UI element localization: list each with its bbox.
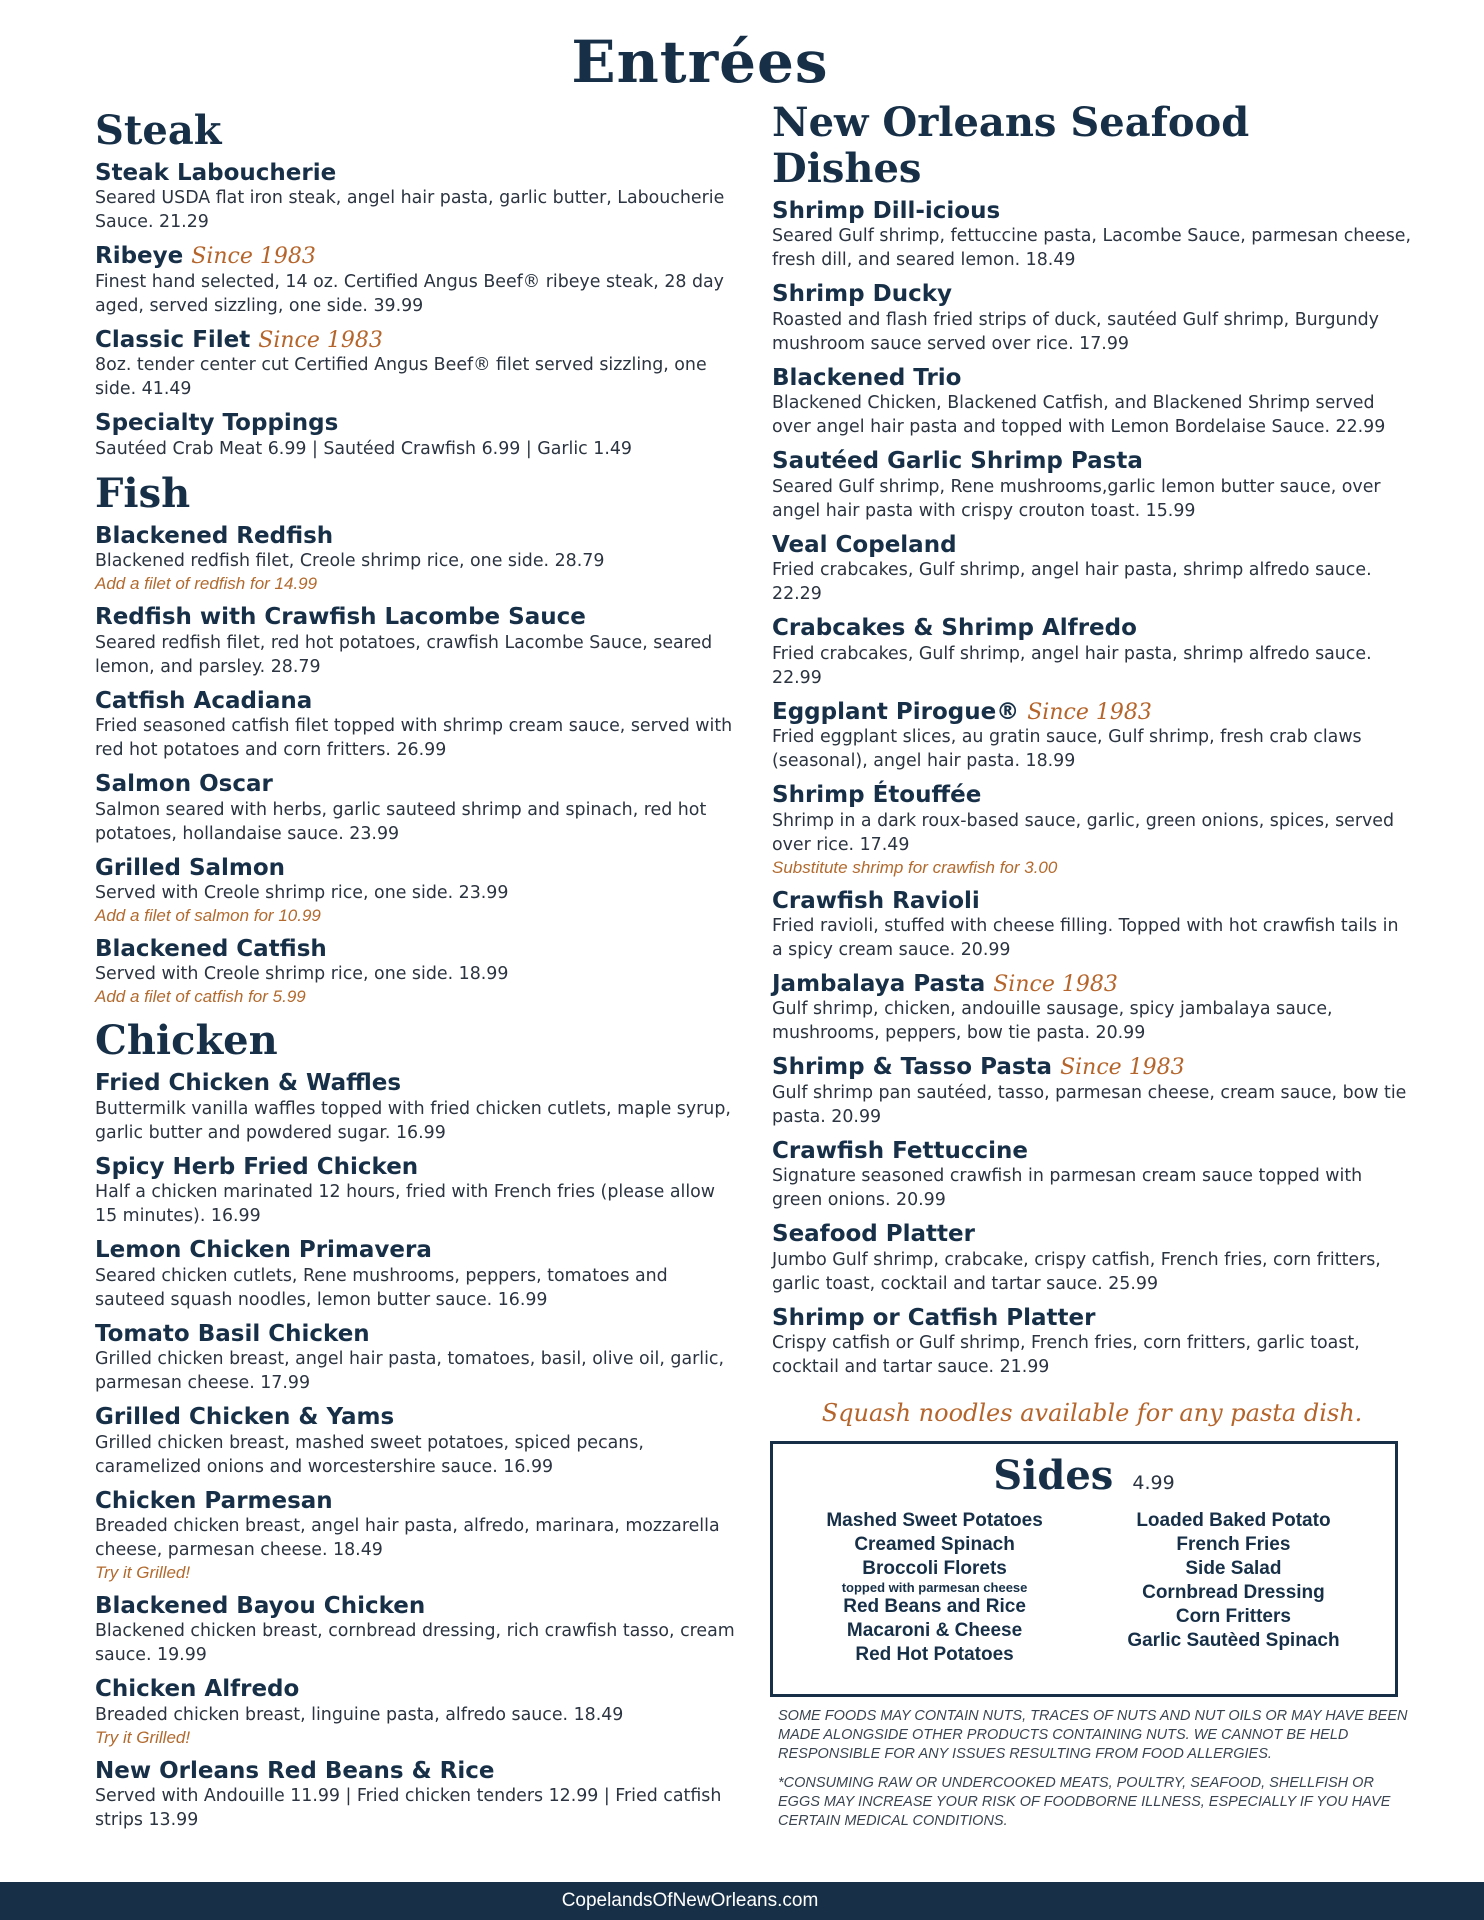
side-item-red-beans-and-rice: Red Beans and Rice — [843, 1596, 1026, 1618]
menu-item-name-row — [95, 855, 735, 881]
sides-right-column — [1090, 1509, 1377, 1667]
menu-item-name-row — [772, 365, 1412, 391]
menu-item-name: Crawfish Ravioli — [772, 887, 980, 914]
menu-item-blackened-trio — [772, 365, 1412, 439]
menu-item-name: Blackened Catfish — [95, 935, 327, 962]
menu-item-name: Shrimp Ducky — [772, 281, 952, 308]
menu-item-description: Gulf shrimp, chicken, andouille sausage, spicy jambalaya sauce, mushrooms, peppers, bow tie pasta. 20.99 — [772, 999, 1333, 1044]
since-1983-badge: Since 1983 — [258, 327, 383, 353]
menu-item-description: Fried crabcakes, Gulf shrimp, angel hair pasta, shrimp alfredo sauce. 22.99 — [772, 643, 1372, 688]
menu-item-description: Signature seasoned crawfish in parmesan cream sauce topped with green onions. 20.99 — [772, 1166, 1363, 1211]
menu-item-description: Half a chicken marinated 12 hours, fried with French fries (please allow 15 minutes). 16.99 — [95, 1182, 716, 1227]
menu-item-name: New Orleans Red Beans & Rice — [95, 1757, 495, 1784]
menu-item-description: Blackened Chicken, Blackened Catfish, and Blackened Shrimp served over angel hair pasta and topped with Lemon Bordelaise Sauce. 22.99 — [772, 393, 1386, 438]
menu-item-description: Fried eggplant slices, au gratin sauce, Gulf shrimp, fresh crab claws (seasonal), angel hair pasta. 18.99 — [772, 727, 1362, 772]
menu-item-name: Lemon Chicken Primavera — [95, 1237, 432, 1264]
menu-item-name: Specialty Toppings — [95, 410, 339, 437]
menu-item-name: Blackened Bayou Chicken — [95, 1593, 426, 1619]
seafood-items — [772, 198, 1412, 1379]
side-item-french-fries: French Fries — [1176, 1534, 1291, 1556]
menu-item-name: Spicy Herb Fried Chicken — [95, 1153, 419, 1180]
menu-item-name-row — [95, 1758, 735, 1784]
menu-item-shrimp-touff-e — [772, 782, 1412, 878]
menu-item-description: Blackened chicken breast, cornbread dressing, rich crawfish tasso, cream sauce. 19.99 — [95, 1621, 735, 1666]
menu-item-name-row — [95, 243, 735, 269]
sides-header — [791, 1452, 1377, 1499]
menu-item-lemon-chicken-primavera — [95, 1237, 735, 1311]
menu-item-description: Fried ravioli, stuffed with cheese filling. Topped with hot crawfish tails in a spicy cream sauce. 20.99 — [772, 915, 1399, 960]
menu-item-name-row — [95, 936, 735, 962]
menu-item-description: Seared USDA flat iron steak, angel hair pasta, garlic butter, Laboucherie Sauce. 21.29 — [95, 188, 725, 233]
menu-item-name-row — [95, 688, 735, 714]
menu-item-name-row — [772, 198, 1412, 224]
menu-item-name: Shrimp & Tasso Pasta — [772, 1054, 1053, 1081]
menu-item-blackened-catfish — [95, 936, 735, 1008]
menu-item-name-row — [95, 1321, 735, 1347]
menu-item-name: Sautéed Garlic Shrimp Pasta — [772, 448, 1143, 475]
menu-item-new-orleans-red-beans-rice — [95, 1758, 735, 1832]
menu-item-specialty-toppings — [95, 410, 735, 460]
right-column — [772, 100, 1412, 1831]
since-1983-badge: Since 1983 — [993, 971, 1118, 997]
menu-item-name-row — [95, 327, 735, 353]
menu-item-name-row — [95, 1404, 735, 1430]
since-1983-badge: Since 1983 — [1027, 699, 1152, 725]
menu-item-eggplant-pirogue — [772, 699, 1412, 773]
menu-item-name-row — [772, 782, 1412, 808]
allergy-disclaimer: SOME FOODS MAY CONTAIN NUTS, TRACES OF NUTS AND NUT OILS OR MAY HAVE BEEN MADE ALONGSIDE OTHER PRODUCTS CONTAINING NUTS. WE CANNOT BE HELD RESPONSIBLE FOR ANY ISSUES RESULTING FROM FOOD ALLERGIES. — [778, 1708, 1408, 1763]
menu-item-name-row — [95, 1070, 735, 1096]
side-item-creamed-spinach: Creamed Spinach — [854, 1534, 1015, 1556]
menu-item-name: Crawfish Fettuccine — [772, 1137, 1028, 1164]
menu-item-name: Shrimp Étouffée — [772, 782, 982, 809]
menu-item-name: Shrimp or Catfish Platter — [772, 1304, 1096, 1331]
menu-item-name-row — [95, 410, 735, 436]
menu-item-name-row — [772, 532, 1412, 558]
menu-item-name-row — [772, 699, 1412, 725]
menu-item-name: Seafood Platter — [772, 1221, 975, 1248]
menu-item-name-row — [772, 1138, 1412, 1164]
menu-item-description: Gulf shrimp pan sautéed, tasso, parmesan cheese, cream sauce, bow tie pasta. 20.99 — [772, 1082, 1407, 1127]
side-item-loaded-baked-potato: Loaded Baked Potato — [1136, 1510, 1331, 1532]
menu-item-note: Add a filet of redfish for 14.99 — [95, 574, 318, 594]
menu-item-ribeye — [95, 243, 735, 317]
menu-item-shrimp-tasso-pasta — [772, 1054, 1412, 1128]
since-1983-badge: Since 1983 — [191, 244, 316, 270]
menu-item-description: Grilled chicken breast, mashed sweet potatoes, spiced pecans, caramelized onions and worcestershire sauce. 16.99 — [95, 1432, 644, 1477]
squash-noodles-note: Squash noodles available for any pasta dish. — [821, 1399, 1363, 1428]
menu-item-name-row — [772, 448, 1412, 474]
menu-item-shrimp-ducky — [772, 281, 1412, 355]
menu-item-name: Classic Filet — [95, 326, 251, 353]
sides-left-column — [791, 1509, 1078, 1667]
menu-item-name-row — [772, 1305, 1412, 1331]
menu-item-description: Served with Creole shrimp rice, one side. 18.99 — [95, 964, 509, 985]
menu-item-description: Roasted and flash fried strips of duck, sautéed Gulf shrimp, Burgundy mushroom sauce served over rice. 17.99 — [772, 309, 1379, 354]
menu-item-grilled-chicken-yams — [95, 1404, 735, 1478]
side-item-subnote: topped with parmesan cheese — [841, 1580, 1028, 1596]
menu-item-description: Crispy catfish or Gulf shrimp, French fries, corn fritters, garlic toast, cocktail and tartar sauce. 21.99 — [772, 1333, 1360, 1378]
menu-item-chicken-parmesan — [95, 1488, 735, 1584]
menu-item-name-row — [772, 971, 1412, 997]
menu-item-note: Substitute shrimp for crawfish for 3.00 — [772, 857, 1058, 877]
sides-box — [770, 1441, 1398, 1697]
menu-item-name-row — [95, 1154, 735, 1180]
menu-item-description: Served with Creole shrimp rice, one side. 23.99 — [95, 882, 509, 903]
menu-item-note: Try it Grilled! — [95, 1727, 191, 1747]
menu-item-description: Breaded chicken breast, linguine pasta, alfredo sauce. 18.49 — [95, 1704, 624, 1725]
foodborne-disclaimer: *CONSUMING RAW OR UNDERCOOKED MEATS, POULTRY, SEAFOOD, SHELLFISH OR EGGS MAY INCREASE YOUR RISK OF FOODBORNE ILLNESS, ESPECIALLY IF YOU HAVE CERTAIN MEDICAL CONDITIONS. — [778, 1775, 1391, 1830]
menu-item-classic-filet — [95, 327, 735, 401]
side-item-broccoli-florets: Broccoli Florets — [862, 1558, 1007, 1580]
menu-item-name-row — [95, 160, 735, 186]
menu-item-name: Eggplant Pirogue® — [772, 698, 1020, 725]
menu-item-steak-laboucherie — [95, 160, 735, 234]
menu-item-description: Fried seasoned catfish filet topped with shrimp cream sauce, served with red hot potatoes and corn fritters. 26.99 — [95, 716, 733, 761]
menu-item-description: Grilled chicken breast, angel hair pasta, tomatoes, basil, olive oil, garlic, parmesan cheese. 17.99 — [95, 1349, 725, 1394]
menu-item-name-row — [772, 1221, 1412, 1247]
sides-columns — [791, 1509, 1377, 1667]
section-title-steak: Steak — [95, 107, 222, 154]
menu-item-description: Fried crabcakes, Gulf shrimp, angel hair pasta, shrimp alfredo sauce. 22.29 — [772, 560, 1372, 605]
menu-item-name: Crabcakes & Shrimp Alfredo — [772, 615, 1137, 642]
menu-item-name: Grilled Salmon — [95, 854, 286, 881]
side-item-side-salad: Side Salad — [1185, 1558, 1282, 1580]
menu-item-veal-copeland — [772, 532, 1412, 606]
menu-item-name-row — [772, 281, 1412, 307]
menu-item-description: Seared chicken cutlets, Rene mushrooms, peppers, tomatoes and sauteed squash noodles, lemon butter sauce. 16.99 — [95, 1265, 668, 1310]
menu-item-name-row — [95, 1488, 735, 1514]
menu-item-description: Sautéed Crab Meat 6.99 | Sautéed Crawfish 6.99 | Garlic 1.49 — [95, 438, 632, 459]
menu-item-name: Blackened Redfish — [95, 522, 334, 549]
menu-item-seafood-platter — [772, 1221, 1412, 1295]
menu-item-name: Catfish Acadiana — [95, 687, 313, 714]
menu-item-description: Jumbo Gulf shrimp, crabcake, crispy catfish, French fries, corn fritters, garlic toast, cocktail and tartar sauce. 25.99 — [772, 1249, 1381, 1294]
menu-item-note: Add a filet of catfish for 5.99 — [95, 987, 306, 1007]
menu-item-jambalaya-pasta — [772, 971, 1412, 1045]
menu-item-description: Buttermilk vanilla waffles topped with fried chicken cutlets, maple syrup, garlic butter and powdered sugar. 16.99 — [95, 1098, 731, 1143]
menu-item-name: Veal Copeland — [772, 531, 957, 558]
side-item-cornbread-dressing: Cornbread Dressing — [1142, 1582, 1325, 1604]
sides-price: 4.99 — [1132, 1472, 1175, 1495]
menu-item-description: Seared Gulf shrimp, Rene mushrooms,garlic lemon butter sauce, over angel hair pasta with crispy crouton toast. 15.99 — [772, 476, 1381, 521]
menu-item-name: Ribeye — [95, 243, 184, 270]
left-column — [95, 108, 735, 1841]
menu-item-description: Breaded chicken breast, angel hair pasta, alfredo, marinara, mozzarella cheese, parmesan cheese. 18.49 — [95, 1516, 720, 1560]
side-item-garlic-saut-ed-spinach: Garlic Sautèed Spinach — [1127, 1630, 1340, 1652]
menu-item-description: Seared redfish filet, red hot potatoes, crawfish Lacombe Sauce, seared lemon, and parsley. 28.79 — [95, 632, 713, 677]
menu-item-description: 8oz. tender center cut Certified Angus Beef® filet served sizzling, one side. 41.49 — [95, 355, 707, 400]
menu-item-name: Blackened Trio — [772, 364, 962, 391]
menu-item-name-row — [95, 771, 735, 797]
menu-item-shrimp-dill-icious — [772, 198, 1412, 272]
menu-item-note: Add a filet of salmon for 10.99 — [95, 905, 321, 925]
menu-item-name: Chicken Alfredo — [95, 1676, 300, 1703]
menu-item-grilled-salmon — [95, 855, 735, 927]
menu-item-name: Fried Chicken & Waffles — [95, 1070, 402, 1097]
menu-item-shrimp-or-catfish-platter — [772, 1305, 1412, 1379]
menu-item-blackened-bayou-chicken — [95, 1593, 735, 1667]
menu-item-description: Seared Gulf shrimp, fettuccine pasta, Lacombe Sauce, parmesan cheese, fresh dill, and seared lemon. 18.49 — [772, 226, 1411, 271]
menu-item-name: Jambalaya Pasta — [772, 970, 986, 997]
menu-item-crabcakes-shrimp-alfredo — [772, 615, 1412, 689]
menu-item-tomato-basil-chicken — [95, 1321, 735, 1395]
menu-item-spicy-herb-fried-chicken — [95, 1154, 735, 1228]
menu-item-redfish-with-crawfish-lacombe-sauce — [95, 604, 735, 678]
menu-item-description: Blackened redfish filet, Creole shrimp rice, one side. 28.79 — [95, 551, 605, 572]
footer-bar — [0, 1882, 1484, 1920]
menu-item-name-row — [95, 1237, 735, 1263]
menu-item-name-row — [95, 523, 735, 549]
menu-item-name-row — [772, 888, 1412, 914]
menu-item-name: Chicken Parmesan — [95, 1487, 333, 1514]
menu-item-note: Try it Grilled! — [95, 1563, 191, 1582]
footer-website-link[interactable]: CopelandsOfNewOrleans.com — [561, 1890, 819, 1911]
menu-item-name: Salmon Oscar — [95, 771, 273, 798]
side-item-mashed-sweet-potatoes: Mashed Sweet Potatoes — [826, 1510, 1043, 1532]
menu-item-fried-chicken-waffles — [95, 1070, 735, 1144]
menu-item-description: Shrimp in a dark roux-based sauce, garlic, green onions, spices, served over rice. 17.49 — [772, 810, 1395, 855]
menu-item-chicken-alfredo — [95, 1676, 735, 1748]
sides-title: Sides — [993, 1452, 1114, 1500]
side-item-corn-fritters: Corn Fritters — [1175, 1606, 1291, 1628]
menu-item-name-row — [772, 615, 1412, 641]
menu-item-name: Grilled Chicken & Yams — [95, 1404, 395, 1431]
section-title-seafood: New Orleans Seafood Dishes — [772, 99, 1250, 192]
menu-item-name: Shrimp Dill-icious — [772, 198, 1001, 224]
section-title-fish: Fish — [95, 469, 191, 517]
side-item-macaroni-cheese: Macaroni & Cheese — [846, 1620, 1023, 1642]
menu-item-salmon-oscar — [95, 771, 735, 845]
menu-item-name-row — [772, 1054, 1412, 1080]
menu-item-description: Finest hand selected, 14 oz. Certified Angus Beef® ribeye steak, 28 day aged, served sizzling, one side. 39.99 — [95, 271, 724, 316]
menu-item-blackened-redfish — [95, 523, 735, 595]
menu-item-name-row — [95, 1676, 735, 1702]
menu-item-description: Salmon seared with herbs, garlic sauteed shrimp and spinach, red hot potatoes, hollandaise sauce. 23.99 — [95, 799, 707, 844]
menu-item-crawfish-fettuccine — [772, 1138, 1412, 1212]
menu-item-description: Served with Andouille 11.99 | Fried chicken tenders 12.99 | Fried catfish strips 13.99 — [95, 1786, 722, 1831]
menu-item-name: Tomato Basil Chicken — [95, 1320, 370, 1347]
menu-item-crawfish-ravioli — [772, 888, 1412, 962]
menu-item-name: Steak Laboucherie — [95, 160, 337, 186]
menu-item-name: Redfish with Crawfish Lacombe Sauce — [95, 604, 586, 631]
menu-item-name-row — [95, 604, 735, 630]
menu-item-name-row — [95, 1593, 735, 1619]
menu-item-saut-ed-garlic-shrimp-pasta — [772, 448, 1412, 522]
section-title-chicken: Chicken — [95, 1017, 278, 1065]
side-item-red-hot-potatoes: Red Hot Potatoes — [855, 1644, 1014, 1666]
since-1983-badge: Since 1983 — [1060, 1055, 1185, 1081]
menu-item-catfish-acadiana — [95, 688, 735, 762]
page-title: Entrées — [571, 28, 829, 96]
